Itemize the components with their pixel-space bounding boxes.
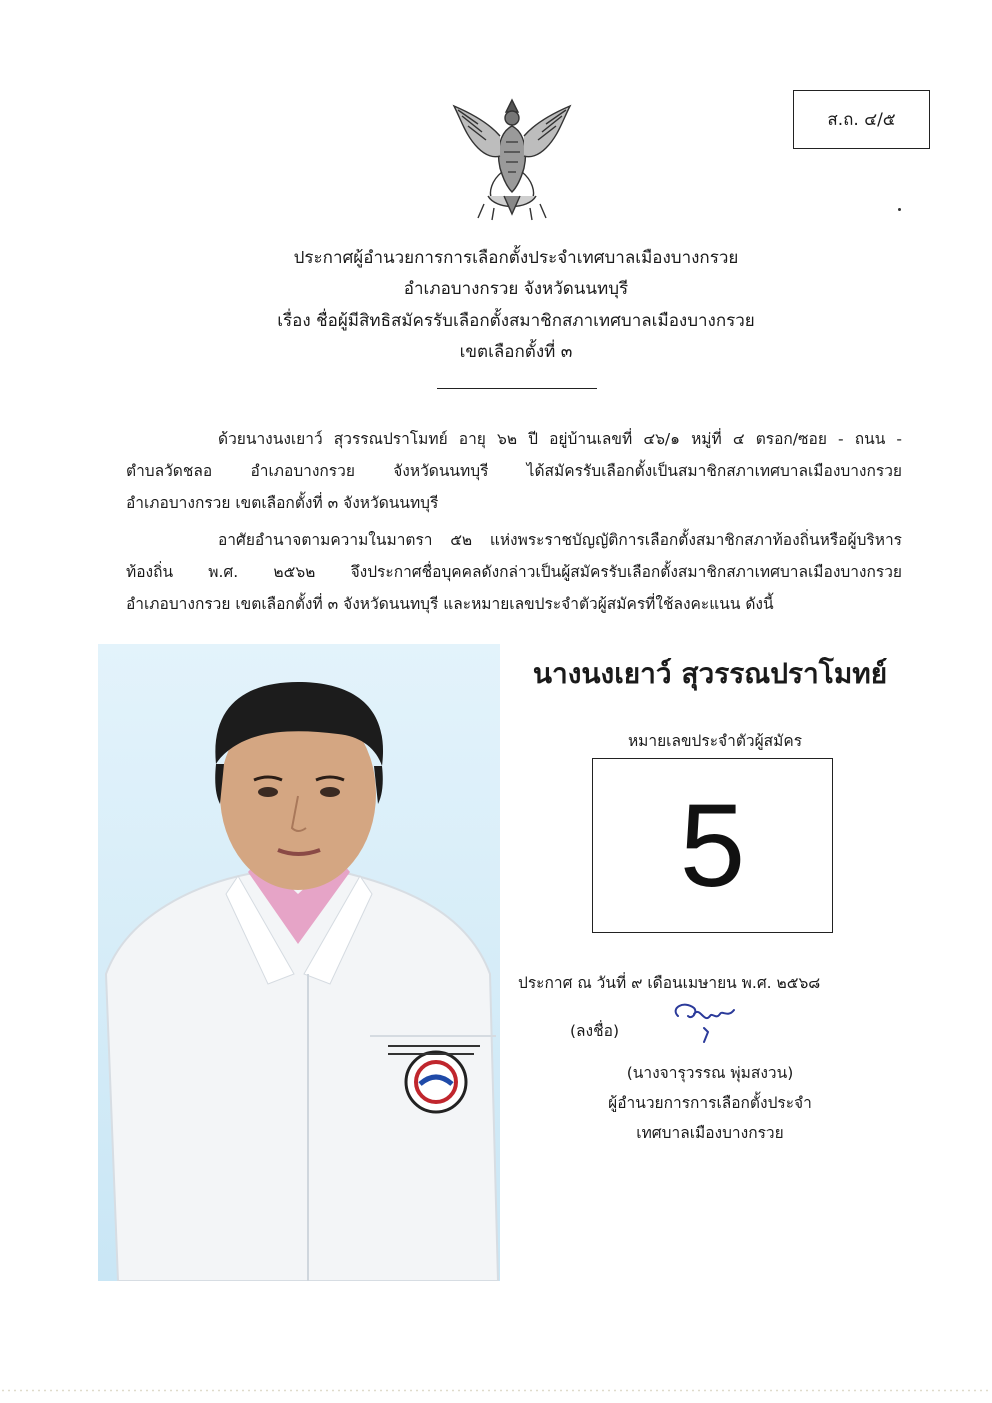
- candidate-photo: [98, 644, 500, 1281]
- subject-line: เรื่อง ชื่อผู้มีสิทธิสมัครรับเลือกตั้งสมาชิกสภาเทศบาลเมืองบางกรวย: [277, 311, 755, 331]
- district-line: อำเภอบางกรวย จังหวัดนนทบุรี: [403, 279, 629, 299]
- garuda-emblem-icon: [448, 92, 576, 224]
- candidate-number-box: [592, 758, 833, 933]
- paragraph-line: ท้องถิ่น พ.ศ. ๒๕๖๒ จึงประกาศชื่อบุคคลดังกล่าวเป็นผู้สมัครรับเลือกตั้งสมาชิกสภาเทศบาลเมืองบางกรวย: [126, 563, 902, 581]
- signer-block: [560, 1058, 860, 1148]
- scan-edge-artifact: [0, 1389, 992, 1392]
- candidate-number: 5: [679, 779, 746, 912]
- paragraph-line: ด้วยนางนงเยาว์ สุวรรณปราโมทย์ อายุ ๖๒ ปี อยู่บ้านเลขที่ ๔๖/๑ หมู่ที่ ๔ ตรอก/ซอย - ถนน -: [218, 430, 902, 448]
- candidate-number-label: หมายเลขประจำตัวผู้สมัคร: [627, 732, 803, 750]
- paragraph-line: อาศัยอำนาจตามความในมาตรา ๕๒ แห่งพระราชบัญญัติการเลือกตั้งสมาชิกสภาท้องถิ่นหรือผู้บริหาร: [218, 531, 902, 549]
- title-divider: [437, 388, 597, 389]
- paragraph-line: ตำบลวัดชลอ อำเภอบางกรวย จังหวัดนนทบุรี ได้สมัครรับเลือกตั้งเป็นสมาชิกสภาเทศบาลเมืองบางกรวย: [126, 462, 902, 480]
- signer-name: (นางจารุวรรณ พุ่มสงวน): [626, 1064, 794, 1082]
- candidate-portrait-illustration: [98, 644, 500, 1281]
- sign-label: (ลงชื่อ): [570, 1022, 619, 1040]
- handwritten-signature: [664, 998, 744, 1048]
- form-code: ส.ถ. ๔/๕: [827, 110, 896, 130]
- form-code-box: [793, 90, 930, 149]
- signer-title-org: เทศบาลเมืองบางกรวย: [636, 1124, 784, 1142]
- candidate-name: นางนงเยาว์ สุวรรณปราโมทย์: [532, 657, 888, 690]
- paragraph-applicant: [126, 423, 902, 519]
- paragraph-line: อำเภอบางกรวย เขตเลือกตั้งที่ ๓ จังหวัดนนทบุรี และหมายเลขประจำตัวผู้สมัครที่ใช้ลงคะแนน ดังนี้: [126, 595, 774, 613]
- signer-title: ผู้อำนวยการการเลือกตั้งประจำ: [608, 1094, 812, 1112]
- paragraph-authority: [126, 524, 902, 620]
- constituency-line: เขตเลือกตั้งที่ ๓: [459, 342, 573, 362]
- announcement-title: ประกาศผู้อำนวยการการเลือกตั้งประจำเทศบาลเมืองบางกรวย: [293, 248, 739, 268]
- paragraph-line: อำเภอบางกรวย เขตเลือกตั้งที่ ๓ จังหวัดนนทบุรี: [126, 494, 439, 512]
- announcement-date: ประกาศ ณ วันที่ ๙ เดือนเมษายน พ.ศ. ๒๕๖๘: [518, 974, 821, 992]
- stray-dot: [898, 208, 901, 211]
